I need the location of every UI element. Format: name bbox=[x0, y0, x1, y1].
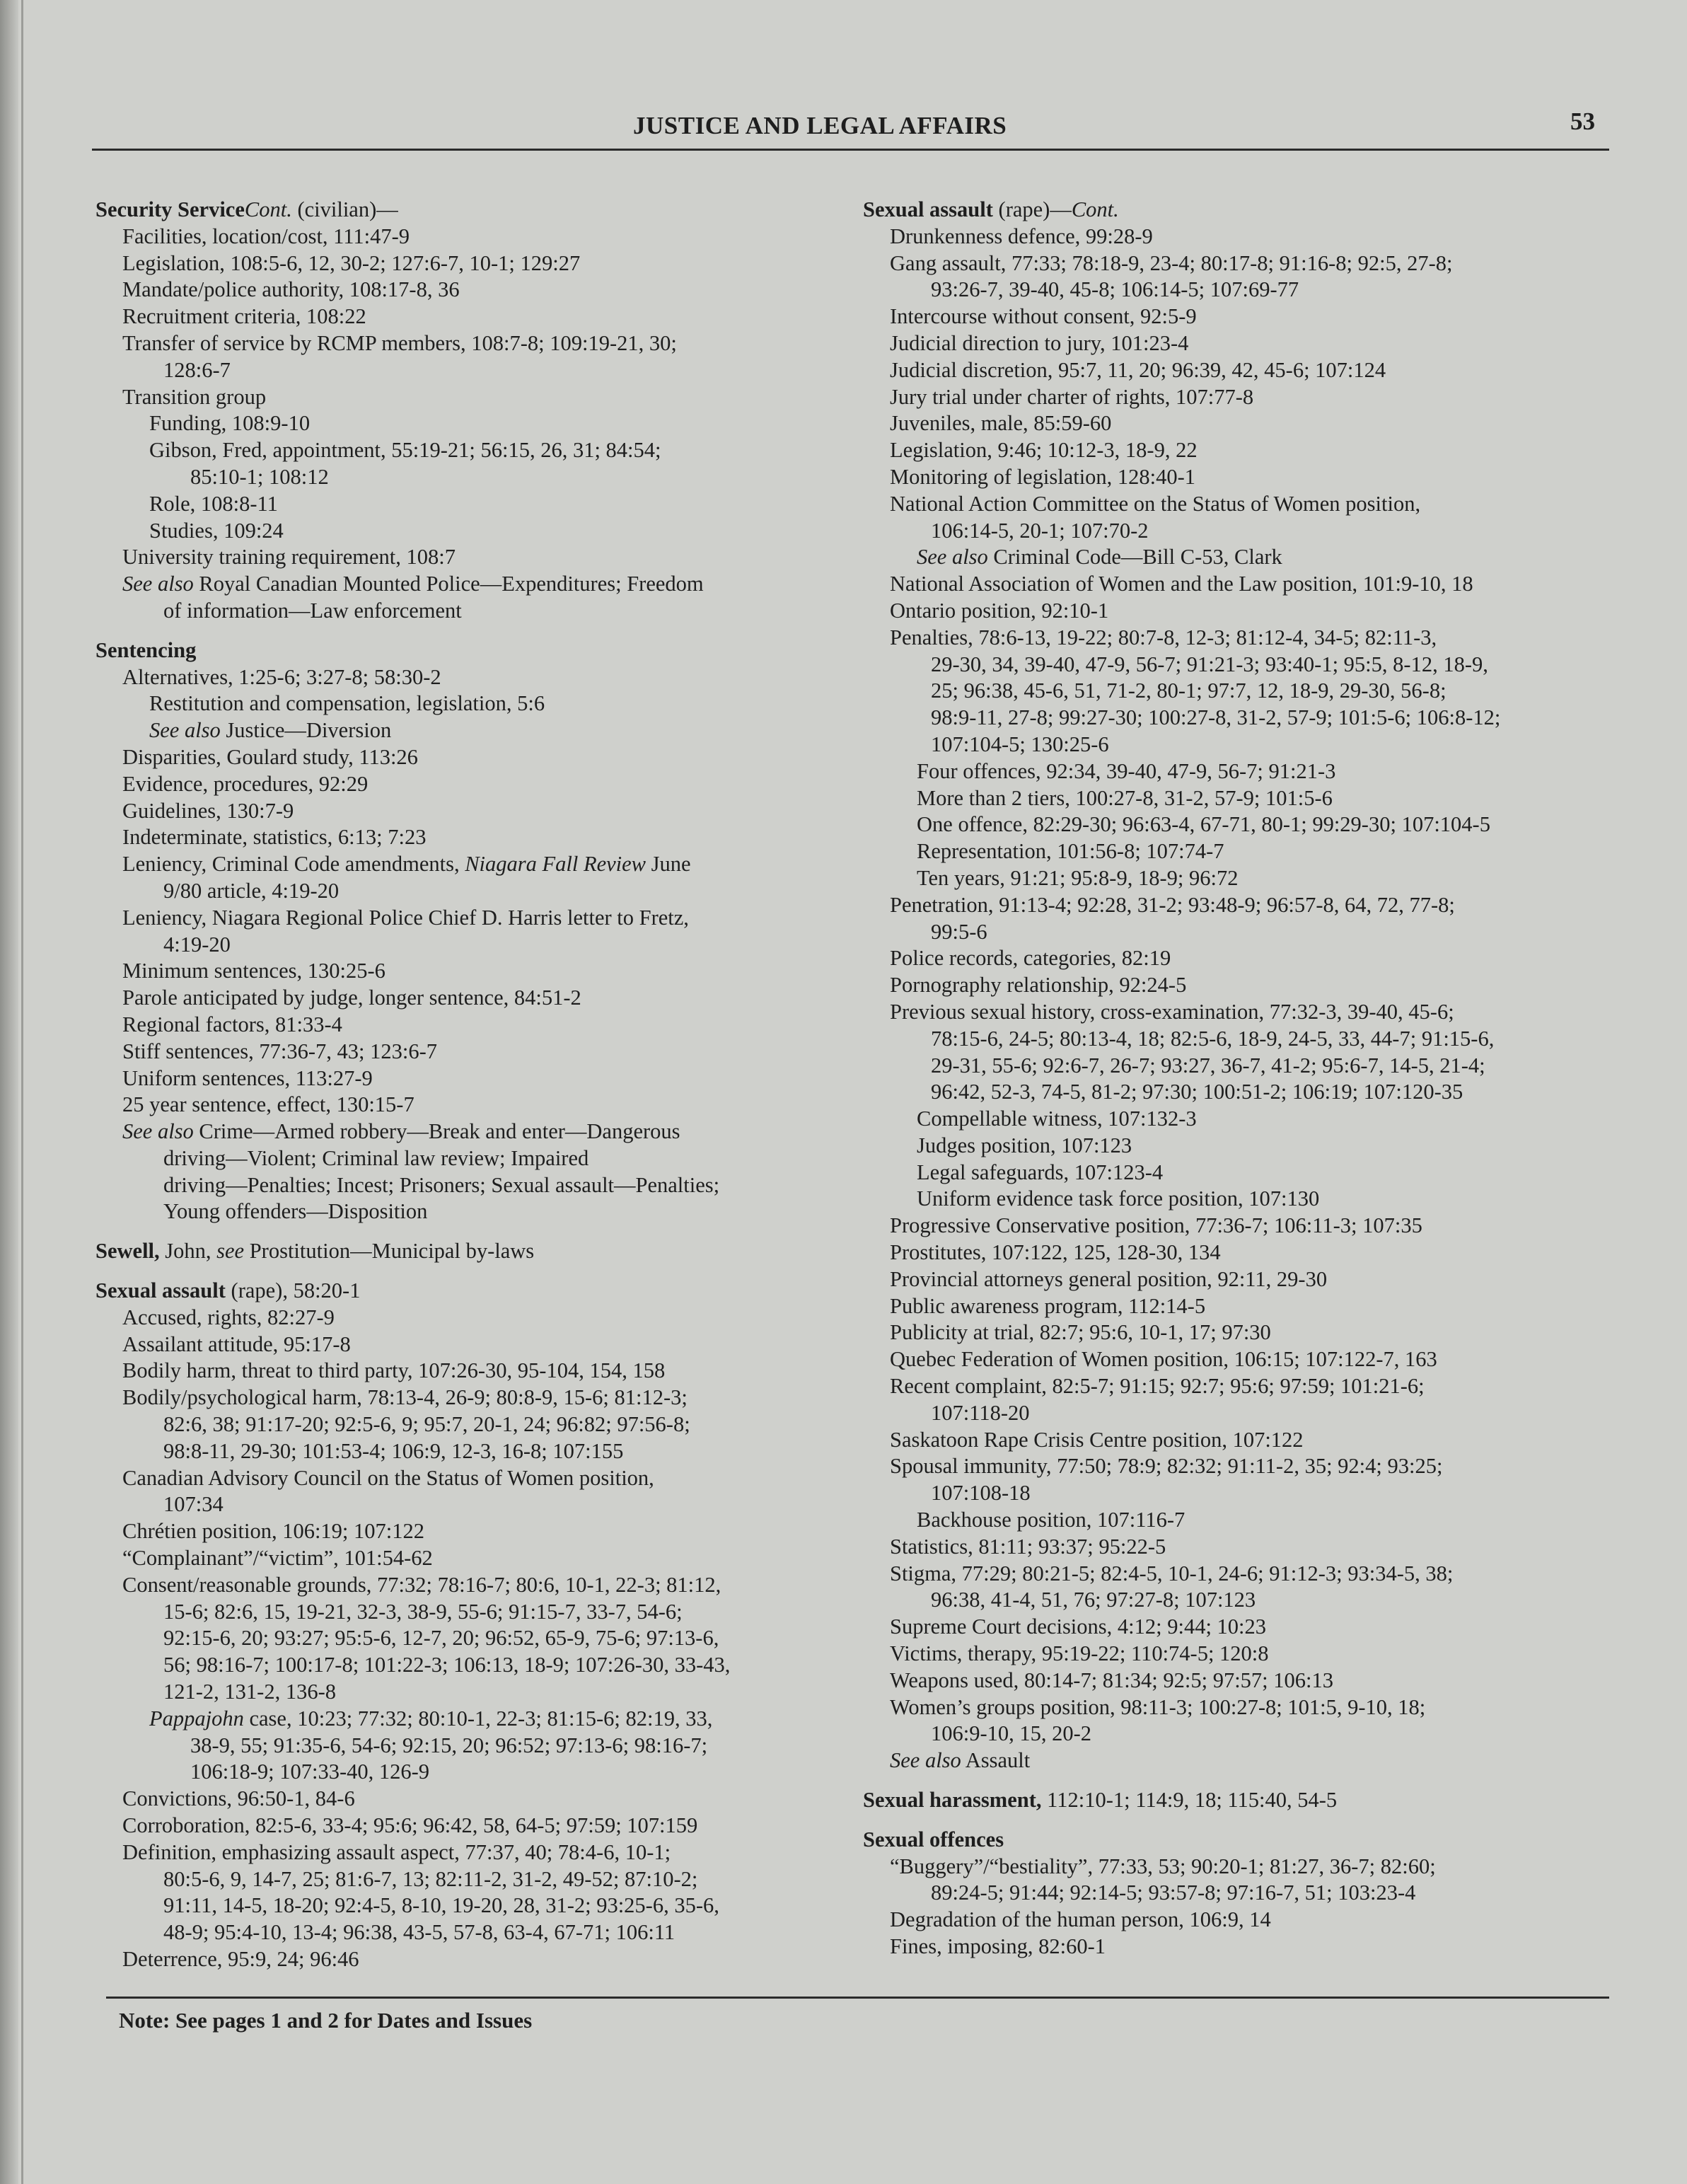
index-entry bbox=[122, 958, 856, 985]
index-entry bbox=[890, 999, 1609, 1026]
index-entry bbox=[917, 1186, 1609, 1213]
index-entry bbox=[890, 1266, 1609, 1293]
index-entry bbox=[149, 1706, 856, 1733]
index-entry bbox=[122, 905, 856, 932]
entry-text: Pornography relationship, 92:24-5 bbox=[890, 973, 1187, 998]
index-entry bbox=[122, 1305, 856, 1331]
entry-text: See also bbox=[122, 572, 194, 596]
index-entry bbox=[122, 1012, 856, 1039]
index-entry bbox=[890, 1747, 1609, 1774]
entry-text: June bbox=[646, 852, 691, 877]
index-entry bbox=[917, 865, 1609, 892]
index-entry bbox=[890, 1240, 1609, 1266]
entry-text: Quebec Federation of Women position, 106:15; 107:122-7, 163 bbox=[890, 1347, 1437, 1372]
entry-text: Criminal Code—Bill C-53, Clark bbox=[987, 545, 1282, 570]
index-entry bbox=[149, 717, 856, 744]
index-entry-continuation bbox=[890, 1587, 1609, 1614]
entry-text: 96:42, 52-3, 74-5, 81-2; 97:30; 100:51-2; 106:19; 107:120-35 bbox=[931, 1080, 1463, 1104]
entry-text: 38-9, 55; 91:35-6, 54-6; 92:15, 20; 96:52; 97:13-6; 98:16-7; bbox=[190, 1733, 708, 1757]
entry-text: Drunkenness defence, 99:28-9 bbox=[890, 224, 1153, 248]
entry-text: Compellable witness, 107:132-3 bbox=[917, 1107, 1197, 1131]
index-entry bbox=[122, 1119, 856, 1145]
index-entry bbox=[122, 250, 856, 277]
entry-text: Judicial direction to jury, 101:23-4 bbox=[890, 330, 1189, 355]
entry-text: John, bbox=[159, 1239, 217, 1264]
index-entry-continuation bbox=[122, 1198, 856, 1225]
index-entry bbox=[890, 250, 1609, 277]
entry-text: Police records, categories, 82:19 bbox=[890, 946, 1171, 971]
entry-text: Four offences, 92:34, 39-40, 47-9, 56-7; 91:21-3 bbox=[917, 758, 1336, 783]
index-entry bbox=[122, 1331, 856, 1358]
entry-text: 106:18-9; 107:33-40, 126-9 bbox=[190, 1760, 430, 1784]
entry-text: Restitution and compensation, legislation, 5:6 bbox=[149, 691, 545, 716]
entry-text: Penetration, 91:13-4; 92:28, 31-2; 93:48-9; 96:57-8, 64, 72, 77-8; bbox=[890, 892, 1455, 917]
entry-text: Juveniles, male, 85:59-60 bbox=[890, 411, 1112, 436]
index-entry-continuation bbox=[122, 1679, 856, 1706]
index-entry bbox=[122, 1946, 856, 1973]
index-entry bbox=[890, 1319, 1609, 1346]
entry-text: Accused, rights, 82:27-9 bbox=[122, 1305, 335, 1329]
index-entry bbox=[122, 1358, 856, 1385]
index-entry-continuation bbox=[890, 1400, 1609, 1427]
index-entry bbox=[890, 1561, 1609, 1588]
entry-text: Fines, imposing, 82:60-1 bbox=[890, 1934, 1106, 1958]
index-entry-continuation bbox=[890, 1053, 1609, 1080]
index-entry bbox=[122, 1092, 856, 1119]
index-entry bbox=[917, 1160, 1609, 1186]
entry-text: Representation, 101:56-8; 107:74-7 bbox=[917, 839, 1224, 864]
index-entry bbox=[122, 544, 856, 571]
entry-text: Uniform evidence task force position, 107:130 bbox=[917, 1186, 1320, 1211]
entry-text: Guidelines, 130:7-9 bbox=[122, 798, 294, 823]
entry-text: 107:108-18 bbox=[931, 1481, 1031, 1506]
entry-text: Funding, 108:9-10 bbox=[149, 411, 311, 436]
index-entry bbox=[122, 1065, 856, 1092]
entry-text: Cont. bbox=[244, 197, 292, 221]
entry-text: Recruitment criteria, 108:22 bbox=[122, 304, 366, 329]
page-binding-edge bbox=[0, 0, 18, 2184]
entry-text: 78:15-6, 24-5; 80:13-4, 18; 82:5-6, 18-9, 24-5, 33, 44-7; 91:15-6, bbox=[931, 1026, 1495, 1051]
index-entry bbox=[122, 1518, 856, 1545]
entry-text: Weapons used, 80:14-7; 81:34; 92:5; 97:57; 106:13 bbox=[890, 1668, 1333, 1692]
entry-text: Transition group bbox=[122, 384, 267, 409]
entry-text: Justice—Diversion bbox=[220, 718, 392, 743]
heading-term: Sexual assault bbox=[95, 1278, 226, 1303]
entry-text: Prostitution—Municipal by-laws bbox=[244, 1239, 535, 1264]
index-entry-continuation bbox=[122, 1145, 856, 1172]
entry-text: Deterrence, 95:9, 24; 96:46 bbox=[122, 1947, 359, 1971]
entry-text: 56; 98:16-7; 100:17-8; 101:22-3; 106:13, 18-9; 107:26-30, 33-43, bbox=[163, 1653, 731, 1677]
index-entry bbox=[917, 758, 1609, 785]
entry-text: See also bbox=[122, 1119, 194, 1144]
entry-text: Intercourse without consent, 92:5-9 bbox=[890, 304, 1197, 329]
entry-text: Publicity at trial, 82:7; 95:6, 10-1, 17; 97:30 bbox=[890, 1320, 1271, 1345]
entry-text: One offence, 82:29-30; 96:63-4, 67-71, 80-1; 99:29-30; 107:104-5 bbox=[917, 812, 1490, 837]
entry-text: Stigma, 77:29; 80:21-5; 82:4-5, 10-1, 24-6; 91:12-3; 93:34-5, 38; bbox=[890, 1561, 1454, 1585]
index-entry bbox=[890, 1934, 1609, 1960]
entry-text: Provincial attorneys general position, 92:11, 29-30 bbox=[890, 1266, 1328, 1291]
index-entry-continuation bbox=[149, 464, 856, 491]
entry-text: 121-2, 131-2, 136-8 bbox=[163, 1680, 336, 1704]
index-entry-continuation bbox=[122, 1893, 856, 1919]
index-entry bbox=[890, 1453, 1609, 1480]
entry-text: Bodily harm, threat to third party, 107:26-30, 95-104, 154, 158 bbox=[122, 1358, 666, 1383]
entry-text: See also bbox=[890, 1748, 961, 1773]
entry-text: 112:10-1; 114:9, 18; 115:40, 54-5 bbox=[1041, 1788, 1338, 1813]
index-entry bbox=[890, 1213, 1609, 1240]
entry-text: Legal safeguards, 107:123-4 bbox=[917, 1160, 1164, 1184]
index-heading bbox=[95, 1238, 856, 1265]
entry-text: 98:8-11, 29-30; 101:53-4; 106:9, 12-3, 16-8; 107:155 bbox=[163, 1438, 624, 1463]
index-entry-continuation bbox=[890, 678, 1609, 705]
entry-text: Facilities, location/cost, 111:47-9 bbox=[122, 224, 410, 248]
entry-text: Consent/reasonable grounds, 77:32; 78:16-7; 80:6, 10-1, 22-3; 81:12, bbox=[122, 1572, 721, 1597]
index-entry-continuation bbox=[122, 932, 856, 959]
index-entry bbox=[149, 691, 856, 717]
index-entry bbox=[122, 330, 856, 357]
entry-text: (civilian)— bbox=[291, 197, 398, 221]
entry-text: Uniform sentences, 113:27-9 bbox=[122, 1065, 373, 1090]
index-entry bbox=[890, 304, 1609, 330]
entry-text: 82:6, 38; 91:17-20; 92:5-6, 9; 95:7, 20-1, 24; 96:82; 97:56-8; bbox=[163, 1412, 690, 1437]
entry-text: 92:15-6, 20; 93:27; 95:5-6, 12-7, 20; 96:52, 65-9, 75-6; 97:13-6, bbox=[163, 1626, 719, 1651]
entry-text: See also bbox=[149, 718, 221, 743]
entry-text: Indeterminate, statistics, 6:13; 7:23 bbox=[122, 825, 427, 850]
index-entry bbox=[122, 224, 856, 250]
entry-text: Spousal immunity, 77:50; 78:9; 82:32; 91:11-2, 35; 92:4; 93:25; bbox=[890, 1454, 1443, 1479]
entry-text: 107:118-20 bbox=[931, 1400, 1030, 1425]
index-entry bbox=[122, 851, 856, 878]
index-entry bbox=[890, 1907, 1609, 1934]
index-entry bbox=[890, 972, 1609, 999]
index-entry bbox=[122, 304, 856, 330]
index-entry bbox=[890, 1614, 1609, 1641]
heading-term: Sentencing bbox=[95, 637, 197, 662]
index-entry bbox=[917, 811, 1609, 838]
entry-text: Ontario position, 92:10-1 bbox=[890, 598, 1109, 623]
entry-text: Penalties, 78:6-13, 19-22; 80:7-8, 12-3; 81:12-4, 34-5; 82:11-3, bbox=[890, 625, 1437, 649]
index-heading bbox=[95, 1278, 856, 1305]
entry-text: Judges position, 107:123 bbox=[917, 1133, 1132, 1157]
entry-text: Corroboration, 82:5-6, 33-4; 95:6; 96:42, 58, 64-5; 97:59; 107:159 bbox=[122, 1813, 698, 1838]
entry-text: “Buggery”/“bestiality”, 77:33, 53; 90:20-1; 81:27, 36-7; 82:60; bbox=[890, 1854, 1436, 1878]
entry-text: Pappajohn bbox=[149, 1706, 244, 1731]
index-entry-continuation bbox=[890, 1880, 1609, 1907]
index-entry-continuation bbox=[122, 1172, 856, 1199]
heading-term: Security Service bbox=[95, 197, 245, 221]
entry-text: Victims, therapy, 95:19-22; 110:74-5; 120:8 bbox=[890, 1641, 1269, 1666]
index-entry bbox=[890, 1668, 1609, 1694]
index-heading bbox=[95, 637, 856, 664]
entry-text: Backhouse position, 107:116-7 bbox=[917, 1508, 1185, 1532]
index-heading bbox=[863, 1827, 1609, 1854]
entry-text: driving—Penalties; Incest; Prisoners; Sexual assault—Penalties; bbox=[163, 1172, 720, 1197]
index-entry-continuation bbox=[122, 1866, 856, 1893]
entry-text: Leniency, Niagara Regional Police Chief D. Harris letter to Fretz, bbox=[122, 905, 689, 930]
index-entry bbox=[122, 277, 856, 304]
entry-text: Public awareness program, 112:14-5 bbox=[890, 1293, 1206, 1318]
entry-text: Chrétien position, 106:19; 107:122 bbox=[122, 1519, 424, 1544]
entry-text: 91:11, 14-5, 18-20; 92:4-5, 8-10, 19-20, 28, 31-2; 93:25-6, 35-6, bbox=[163, 1893, 719, 1918]
heading-term: Sexual offences bbox=[863, 1827, 1004, 1851]
index-entry-continuation bbox=[149, 1733, 856, 1760]
index-entry bbox=[890, 491, 1609, 518]
index-entry bbox=[890, 1694, 1609, 1721]
entry-text: Parole anticipated by judge, longer sentence, 84:51-2 bbox=[122, 986, 581, 1010]
entry-text: Assailant attitude, 95:17-8 bbox=[122, 1331, 351, 1356]
entry-text: case, 10:23; 77:32; 80:10-1, 22-3; 81:15-6; 82:19, 33, bbox=[243, 1706, 713, 1731]
index-entry bbox=[917, 1133, 1609, 1160]
index-entry bbox=[890, 357, 1609, 384]
entry-text: Progressive Conservative position, 77:36-7; 106:11-3; 107:35 bbox=[890, 1213, 1422, 1238]
entry-text: 9/80 article, 4:19-20 bbox=[163, 878, 340, 903]
index-entry bbox=[122, 1839, 856, 1866]
entry-text: 25 year sentence, effect, 130:15-7 bbox=[122, 1092, 414, 1117]
index-column-right bbox=[863, 197, 1609, 1960]
heading-term: Sexual harassment, bbox=[863, 1788, 1042, 1813]
entry-text: Mandate/police authority, 108:17-8, 36 bbox=[122, 277, 460, 302]
index-entry bbox=[890, 1293, 1609, 1320]
index-entry bbox=[122, 1786, 856, 1813]
entry-text: (rape), 58:20-1 bbox=[225, 1278, 361, 1303]
entry-text: 107:34 bbox=[163, 1492, 224, 1517]
entry-text: of information—Law enforcement bbox=[163, 598, 462, 623]
index-entry bbox=[890, 384, 1609, 411]
index-entry bbox=[890, 1534, 1609, 1561]
index-entry bbox=[890, 464, 1609, 491]
index-entry bbox=[122, 1465, 856, 1492]
entry-text: Degradation of the human person, 106:9, 14 bbox=[890, 1907, 1271, 1932]
entry-text: 93:26-7, 39-40, 45-8; 106:14-5; 107:69-77 bbox=[931, 277, 1299, 302]
index-entry bbox=[917, 785, 1609, 812]
entry-text: Monitoring of legislation, 128:40-1 bbox=[890, 464, 1196, 489]
index-heading bbox=[95, 197, 856, 224]
index-entry bbox=[890, 1427, 1609, 1454]
entry-text: Niagara Fall Review bbox=[465, 852, 647, 877]
entry-text: Definition, emphasizing assault aspect, 77:37, 40; 78:4-6, 10-1; bbox=[122, 1839, 671, 1864]
index-entry bbox=[890, 330, 1609, 357]
index-entry bbox=[890, 571, 1609, 598]
entry-text: Bodily/psychological harm, 78:13-4, 26-9; 80:8-9, 15-6; 81:12-3; bbox=[122, 1385, 688, 1410]
index-entry-continuation bbox=[890, 919, 1609, 946]
index-entry-continuation bbox=[122, 1599, 856, 1626]
index-entry bbox=[122, 1813, 856, 1839]
index-entry bbox=[890, 892, 1609, 919]
index-heading bbox=[863, 1787, 1609, 1814]
entry-text: 107:104-5; 130:25-6 bbox=[931, 732, 1109, 756]
index-entry bbox=[917, 1507, 1609, 1534]
entry-text: 4:19-20 bbox=[163, 932, 231, 957]
entry-text: 29-31, 55-6; 92:6-7, 26-7; 93:27, 36-7, 41-2; 95:6-7, 14-5, 21-4; bbox=[931, 1053, 1485, 1077]
entry-text: 106:14-5, 20-1; 107:70-2 bbox=[931, 518, 1149, 543]
entry-text: Minimum sentences, 130:25-6 bbox=[122, 959, 385, 983]
index-entry-continuation bbox=[890, 1480, 1609, 1507]
entry-text: Prostitutes, 107:122, 125, 128-30, 134 bbox=[890, 1240, 1221, 1265]
index-entry bbox=[122, 744, 856, 771]
footer-rule bbox=[106, 1997, 1609, 1999]
entry-text: 15-6; 82:6, 15, 19-21, 32-3, 38-9, 55-6; 91:15-7, 33-7, 54-6; bbox=[163, 1599, 683, 1624]
index-entry bbox=[122, 1545, 856, 1572]
index-entry bbox=[122, 1039, 856, 1065]
entry-text: 128:6-7 bbox=[163, 357, 231, 382]
entry-text: Legislation, 108:5-6, 12, 30-2; 127:6-7, 10-1; 129:27 bbox=[122, 250, 581, 275]
index-entry-continuation bbox=[122, 1625, 856, 1652]
entry-text: Ten years, 91:21; 95:8-9, 18-9; 96:72 bbox=[917, 865, 1239, 890]
page-header-title: JUSTICE AND LEGAL AFFAIRS bbox=[633, 112, 1007, 139]
heading-term: Sewell, bbox=[95, 1239, 160, 1264]
index-entry bbox=[122, 1572, 856, 1599]
index-entry bbox=[149, 518, 856, 545]
entry-text: 96:38, 41-4, 51, 76; 97:27-8; 107:123 bbox=[931, 1588, 1256, 1612]
index-entry-continuation bbox=[149, 1759, 856, 1786]
index-entry bbox=[890, 410, 1609, 437]
entry-text: Canadian Advisory Council on the Status of Women position, bbox=[122, 1465, 654, 1490]
index-column-left bbox=[95, 197, 856, 1973]
entry-text: 106:9-10, 15, 20-2 bbox=[931, 1721, 1092, 1746]
index-entry-continuation bbox=[122, 1491, 856, 1518]
entry-text: Women’s groups position, 98:11-3; 100:27-8; 101:5, 9-10, 18; bbox=[890, 1694, 1426, 1719]
entry-text: Saskatoon Rape Crisis Centre position, 107:122 bbox=[890, 1427, 1304, 1452]
entry-text: Young offenders—Disposition bbox=[163, 1199, 428, 1224]
footer-note: Note: See pages 1 and 2 for Dates and Issues bbox=[119, 2008, 533, 2033]
index-entry bbox=[122, 384, 856, 411]
entry-text: University training requirement, 108:7 bbox=[122, 545, 456, 570]
entry-text: Recent complaint, 82:5-7; 91:15; 92:7; 95:6; 97:59; 101:21-6; bbox=[890, 1374, 1425, 1399]
index-entry-continuation bbox=[890, 1026, 1609, 1053]
entry-text: driving—Violent; Criminal law review; Impaired bbox=[163, 1145, 589, 1170]
index-entry bbox=[890, 1854, 1609, 1880]
index-entry-continuation bbox=[122, 1919, 856, 1946]
entry-text: Gang assault, 77:33; 78:18-9, 23-4; 80:17-8; 91:16-8; 92:5, 27-8; bbox=[890, 250, 1453, 275]
entry-text: 29-30, 34, 39-40, 47-9, 56-7; 91:21-3; 93:40-1; 95:5, 8-12, 18-9, bbox=[931, 652, 1488, 676]
index-entry bbox=[890, 1373, 1609, 1400]
index-entry bbox=[890, 625, 1609, 652]
entry-text: see bbox=[216, 1239, 245, 1264]
entry-text: More than 2 tiers, 100:27-8, 31-2, 57-9; 101:5-6 bbox=[917, 785, 1333, 810]
entry-text: See also bbox=[917, 545, 988, 570]
index-entry bbox=[917, 838, 1609, 865]
entry-text: Judicial discretion, 95:7, 11, 20; 96:39, 42, 45-6; 107:124 bbox=[890, 357, 1386, 382]
index-entry-continuation bbox=[122, 1438, 856, 1465]
index-entry bbox=[890, 945, 1609, 972]
entry-text: Convictions, 96:50-1, 84-6 bbox=[122, 1786, 355, 1811]
entry-text: 85:10-1; 108:12 bbox=[190, 464, 329, 489]
index-entry-continuation bbox=[122, 1411, 856, 1438]
entry-text: 99:5-6 bbox=[931, 919, 987, 944]
entry-text: Cont. bbox=[1071, 197, 1119, 221]
index-entry bbox=[890, 1346, 1609, 1373]
page-binding-line bbox=[21, 0, 23, 2184]
index-entry-continuation bbox=[890, 518, 1609, 545]
index-entry bbox=[122, 798, 856, 825]
index-entry bbox=[890, 437, 1609, 464]
heading-term: Sexual assault bbox=[863, 197, 993, 221]
entry-text: Regional factors, 81:33-4 bbox=[122, 1012, 342, 1036]
index-entry bbox=[917, 1106, 1609, 1133]
index-entry-continuation bbox=[122, 878, 856, 905]
index-heading bbox=[863, 197, 1609, 224]
entry-text: 89:24-5; 91:44; 92:14-5; 93:57-8; 97:16-7, 51; 103:23-4 bbox=[931, 1880, 1416, 1905]
index-entry bbox=[122, 1385, 856, 1411]
entry-text: Previous sexual history, cross-examination, 77:32-3, 39-40, 45-6; bbox=[890, 999, 1454, 1024]
entry-text: Disparities, Goulard study, 113:26 bbox=[122, 744, 418, 769]
index-entry bbox=[122, 571, 856, 598]
index-entry-continuation bbox=[122, 598, 856, 625]
entry-text: “Complainant”/“victim”, 101:54-62 bbox=[122, 1546, 433, 1571]
entry-text: Statistics, 81:11; 93:37; 95:22-5 bbox=[890, 1534, 1166, 1559]
entry-text: Stiff sentences, 77:36-7, 43; 123:6-7 bbox=[122, 1039, 438, 1063]
entry-text: Alternatives, 1:25-6; 3:27-8; 58:30-2 bbox=[122, 664, 441, 689]
index-entry bbox=[122, 771, 856, 798]
entry-text: Supreme Court decisions, 4:12; 9:44; 10:23 bbox=[890, 1614, 1267, 1639]
page-number: 53 bbox=[1570, 108, 1595, 135]
index-entry bbox=[122, 985, 856, 1012]
entry-text: 80:5-6, 9, 14-7, 25; 81:6-7, 13; 82:11-2, 31-2, 49-52; 87:10-2; bbox=[163, 1866, 698, 1891]
entry-text: National Association of Women and the Law position, 101:9-10, 18 bbox=[890, 572, 1473, 596]
index-entry bbox=[149, 491, 856, 518]
entry-text: 98:9-11, 27-8; 99:27-30; 100:27-8, 31-2, 57-9; 101:5-6; 106:8-12; bbox=[931, 705, 1501, 730]
index-entry-continuation bbox=[890, 705, 1609, 732]
entry-text: 25; 96:38, 45-6, 51, 71-2, 80-1; 97:7, 12, 18-9, 29-30, 56-8; bbox=[931, 678, 1447, 703]
entry-text: Royal Canadian Mounted Police—Expenditures; Freedom bbox=[193, 572, 704, 596]
index-entry-continuation bbox=[890, 1721, 1609, 1747]
entry-text: 48-9; 95:4-10, 13-4; 96:38, 43-5, 57-8, 63-4, 67-71; 106:11 bbox=[163, 1920, 676, 1945]
entry-text: Leniency, Criminal Code amendments, bbox=[122, 852, 465, 877]
entry-text: Gibson, Fred, appointment, 55:19-21; 56:15, 26, 31; 84:54; bbox=[149, 438, 661, 463]
entry-text: Role, 108:8-11 bbox=[149, 491, 278, 516]
index-entry-continuation bbox=[890, 1079, 1609, 1106]
index-entry bbox=[149, 410, 856, 437]
index-entry-continuation bbox=[890, 277, 1609, 304]
index-entry bbox=[890, 1641, 1609, 1668]
entry-text: National Action Committee on the Status of Women position, bbox=[890, 491, 1421, 516]
entry-text: Assault bbox=[961, 1748, 1031, 1773]
index-entry bbox=[917, 544, 1609, 571]
index-entry-continuation bbox=[122, 1652, 856, 1679]
index-entry bbox=[122, 824, 856, 851]
entry-text: (rape)— bbox=[992, 197, 1072, 221]
index-entry-continuation bbox=[122, 357, 856, 384]
index-entry-continuation bbox=[890, 732, 1609, 758]
index-entry-continuation bbox=[890, 652, 1609, 678]
entry-text: Legislation, 9:46; 10:12-3, 18-9, 22 bbox=[890, 438, 1198, 463]
index-entry bbox=[149, 437, 856, 464]
entry-text: Crime—Armed robbery—Break and enter—Dangerous bbox=[193, 1119, 680, 1144]
index-entry bbox=[122, 664, 856, 691]
entry-text: Studies, 109:24 bbox=[149, 518, 284, 543]
entry-text: Jury trial under charter of rights, 107:77-8 bbox=[890, 384, 1254, 409]
entry-text: Transfer of service by RCMP members, 108:7-8; 109:19-21, 30; bbox=[122, 330, 677, 355]
index-entry bbox=[890, 224, 1609, 250]
entry-text: Evidence, procedures, 92:29 bbox=[122, 771, 369, 796]
index-entry bbox=[890, 598, 1609, 625]
header-rule bbox=[92, 149, 1609, 151]
